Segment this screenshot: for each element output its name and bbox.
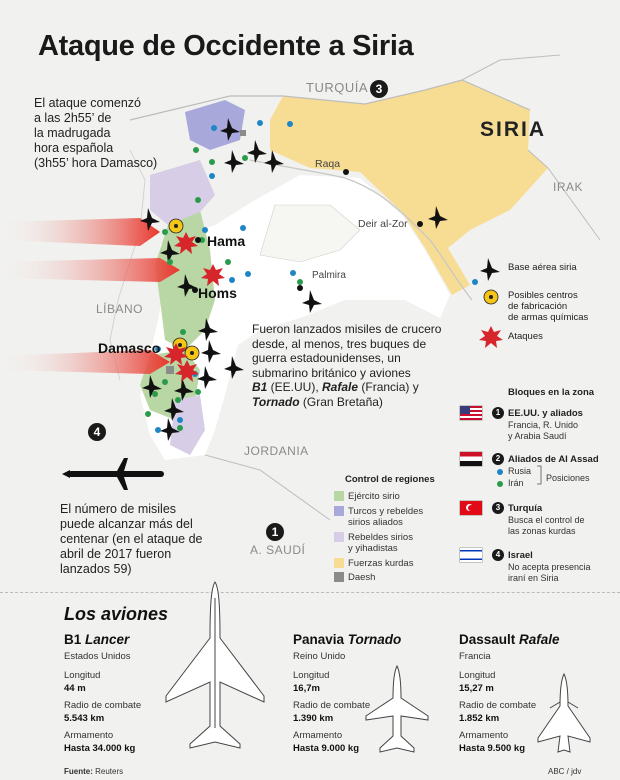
planes-title: Los aviones xyxy=(64,604,169,624)
tornado-length-label: Longitud xyxy=(293,670,330,681)
label-hama: Hama xyxy=(207,233,246,249)
bloc-3-head: Turquía xyxy=(508,503,543,514)
rafale-length-label: Longitud xyxy=(459,670,496,681)
badge-3-map: 3 xyxy=(370,80,388,98)
label-turquia: TURQUÍA xyxy=(306,80,368,95)
badge-2: 2 xyxy=(492,453,504,465)
tornado-name: Panavia Tornado xyxy=(293,632,402,647)
tornado-arms: Hasta 9.000 kg xyxy=(293,743,360,754)
b1-plane-icon xyxy=(160,578,270,754)
tornado-country: Reino Unido xyxy=(293,651,346,662)
attack-arrow-2 xyxy=(0,258,180,282)
bloc-1-sub: Francia, R. Unido y Arabia Saudí xyxy=(508,420,579,441)
rafale-radius-label: Radio de combate xyxy=(459,700,537,711)
label-ataques: Ataques xyxy=(508,331,543,342)
num-missiles-text: El número de misiles puede alcanzar más del centenar (en el ataque de abril de 2017 fueron lanzados 59) xyxy=(60,502,203,576)
b1-arms: Hasta 34.000 kg xyxy=(64,743,136,754)
bloc-4-head: Israel xyxy=(508,550,533,561)
tornado-length: 16,7m xyxy=(293,683,320,694)
label-libano: LÍBANO xyxy=(96,302,144,316)
bloc-2-head: Aliados de Al Assad xyxy=(508,454,599,465)
flag-syria xyxy=(460,452,482,466)
flag-usa xyxy=(460,406,482,420)
badge-4: 4 xyxy=(492,549,504,561)
label-chem: Posibles centros de fabricación de armas químicas xyxy=(508,290,589,323)
region-turks xyxy=(185,100,245,150)
label-jordania: JORDANIA xyxy=(244,444,309,458)
missile-icon xyxy=(62,456,172,492)
label-raqa: Raqa xyxy=(315,158,341,170)
source: Fuente: Reuters xyxy=(64,767,124,776)
badge-1: 1 xyxy=(492,407,504,419)
label-base: Base aérea siria xyxy=(508,262,577,273)
label-siria: SIRIA xyxy=(480,118,547,141)
credit: ABC / jdv xyxy=(548,767,582,776)
rafale-radius: 1.852 km xyxy=(459,713,500,724)
infographic: Ataque de Occidente a Siria El ataque comenzó a las 2h55’ de la madrugada hora española (3h55’ hora Damasco) TURQUÍA 3 SIRIA IRAK LÍBANO JORDANIA A. SAUDÍ 1 4 Hama Homs Damasco Raqa Deir al-Zor Palmira Base aérea siria Posibles centros de fabricación de armas químicas Ataques Fueron lanzados misiles de crucero desde, al menos, tres buques de guerra estadounidenses, un submarino británico y aviones B1 (EE.UU), Rafale (Francia) y Tornado (Gran Bretaña) El número de misiles puede alcanzar más del centenar (en el ataque de abril de 2017 fueron lanzados 59) Control de regiones Ejército sirio Turcos y rebeldes sirios aliados Rebeldes sirios y yihadistas Fuerzas kurdas Daesh Bloques en la zona 1 EE.UU. y aliados Francia, R. Unido y Arabia Saudí 2 Aliados de Al Assad Rusia Irán Posiciones 3 Turquía Busca el control de las zonas kurdas 4 Israel No acepta presencia iraní en Siria Los aviones B1 Lancer Estados Unidos Longitud 44 m Radio de combate 5.543 km Armamento Hasta 34.000 kg Panavia Tornado Reino Unido Longitud 16,7m Radio de combate 1.390 km Armamento Hasta 9.000 kg Dassault Rafale Francia Longitud 15,27 m Radio de combate 1.852 km Armamento Hasta 9.500 kg Fuente: Reuters ABC / jdv xyxy=(0,0,620,780)
rafale-arms-label: Armamento xyxy=(459,730,509,741)
bloc-2-posiciones: Posiciones xyxy=(546,473,590,483)
label-deir: Deir al-Zor xyxy=(358,218,408,230)
rafale-length: 15,27 m xyxy=(459,683,494,694)
badge-4-map: 4 xyxy=(88,423,106,441)
label-irak: IRAK xyxy=(553,180,584,194)
rafale-country: Francia xyxy=(459,651,491,662)
b1-country: Estados Unidos xyxy=(64,651,131,662)
tornado-radius-label: Radio de combate xyxy=(293,700,371,711)
bloc-3-sub: Busca el control de las zonas kurdas xyxy=(508,515,585,536)
tornado-radius: 1.390 km xyxy=(293,713,334,724)
rafale-name: Dassault Rafale xyxy=(459,632,560,647)
label-homs: Homs xyxy=(198,285,237,301)
flag-israel xyxy=(460,548,482,562)
control-legend-title: Control de regiones xyxy=(345,474,435,485)
b1-radius-label: Radio de combate xyxy=(64,700,142,711)
page-title: Ataque de Occidente a Siria xyxy=(38,30,414,62)
rusia-dot xyxy=(497,469,503,475)
rafale-arms: Hasta 9.500 kg xyxy=(459,743,526,754)
badge-1-map: 1 xyxy=(266,523,284,541)
bloc-2-iran: Irán xyxy=(508,478,524,488)
b1-length-label: Longitud xyxy=(64,670,101,681)
iran-dot xyxy=(497,481,503,487)
label-a-saudi: A. SAUDÍ xyxy=(250,543,306,557)
label-damasco: Damasco xyxy=(98,340,161,356)
badge-3: 3 xyxy=(492,502,504,514)
missiles-text: Fueron lanzados misiles de crucero desde, al menos, tres buques de guerra estadounidenses, un submarino británico y aviones B1 (EE.UU), Rafale (Francia) y Tornado (Gran Bretaña) xyxy=(252,322,442,409)
bloc-4-sub: No acepta presencia iraní en Siria xyxy=(508,562,591,583)
rafale-plane-icon xyxy=(536,672,592,758)
blocs-title: Bloques en la zona xyxy=(508,387,595,398)
intro-text: El ataque comenzó a las 2h55’ de la madrugada hora española (3h55’ hora Damasco) xyxy=(34,96,158,170)
bloc-1-head: EE.UU. y aliados xyxy=(508,408,583,419)
attack-arrow-1 xyxy=(0,218,160,246)
b1-radius: 5.543 km xyxy=(64,713,105,724)
label-palmira: Palmira xyxy=(312,270,346,281)
region-rebels xyxy=(150,160,215,225)
tornado-arms-label: Armamento xyxy=(293,730,343,741)
b1-length: 44 m xyxy=(64,683,86,694)
b1-name: B1 Lancer xyxy=(64,632,130,647)
flag-turkey xyxy=(460,501,482,515)
bloc-2-rusia: Rusia xyxy=(508,466,532,476)
b1-arms-label: Armamento xyxy=(64,730,114,741)
tornado-plane-icon xyxy=(362,664,432,756)
